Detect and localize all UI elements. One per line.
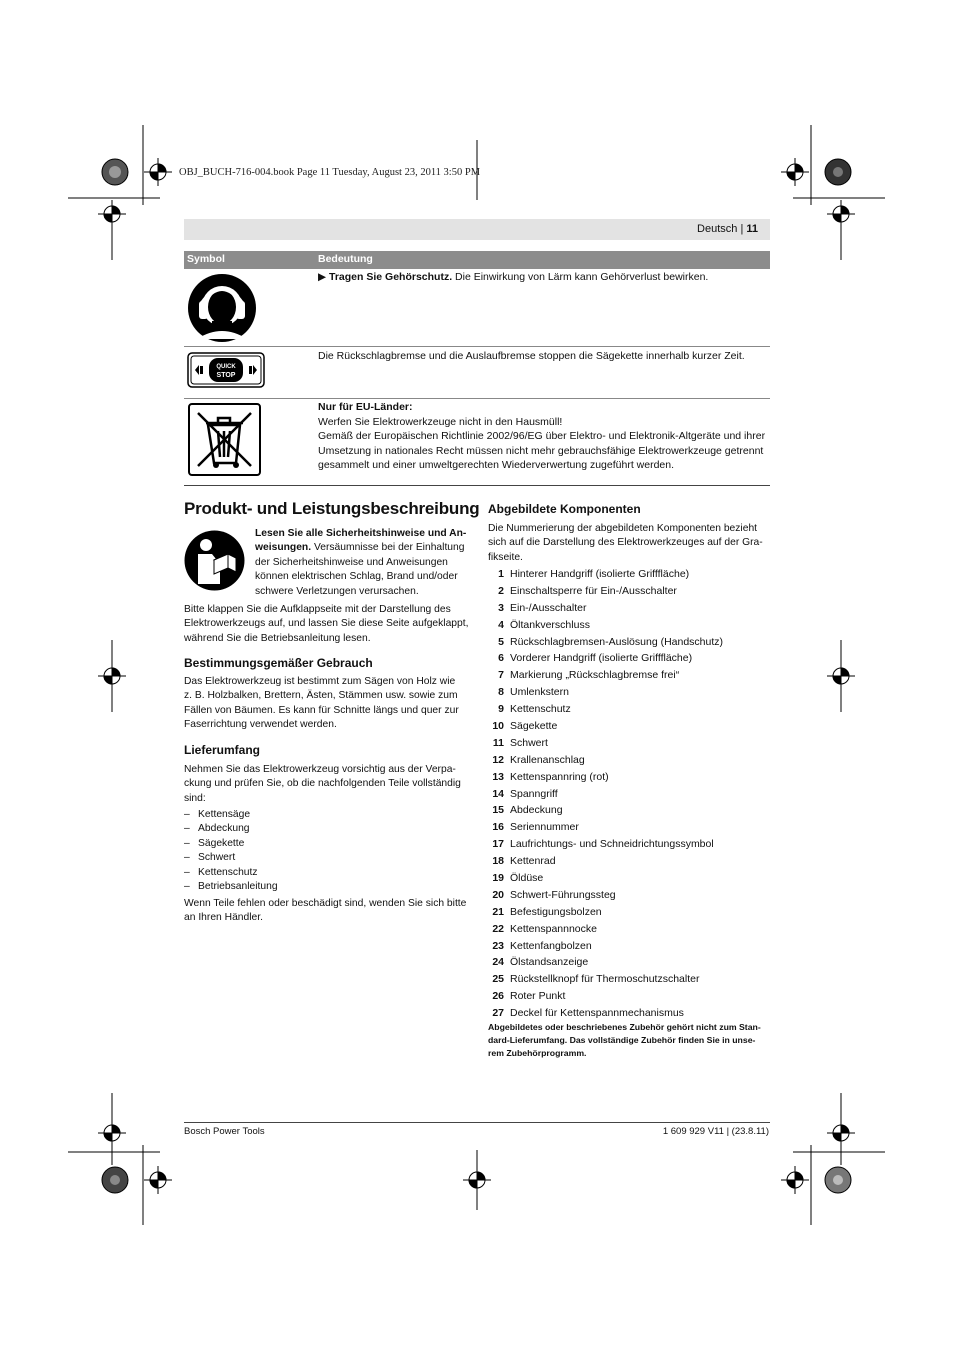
delivery-list [184,808,469,894]
intended-use-line: Faserrichtung verwendet werden. [184,719,337,731]
delivery-after-line: an Ihren Händler. [184,912,263,924]
component-label: Markierung „Rückschlagbremse frei“ [510,669,680,682]
component-item [488,904,778,921]
row-hearing-rest: Die Einwirkung von Lärm kann Gehörverlust bewirken. [452,271,709,283]
component-item [488,887,778,904]
component-label: Abdeckung [510,804,563,817]
component-label: Einschaltsperre für Ein-/Ausschalter [510,584,677,597]
component-label: Roter Punkt [510,990,566,1003]
component-item [488,988,778,1005]
component-item [488,617,778,634]
component-label: Krallenanschlag [510,753,585,766]
component-number: 16 [492,821,504,834]
delivery-intro-line: Nehmen Sie das Elektrowerkzeug vorsichtig aus der Verpa- [184,764,456,775]
list-item: – Sägekette [184,837,245,849]
delivery-after-line: Wenn Teile fehlen oder beschädigt sind, wenden Sie sich bitte [184,898,467,909]
print-slug: OBJ_BUCH-716-004.book Page 11 Tuesday, August 23, 2011 3:50 PM [179,167,481,178]
component-label: Rückstellknopf für Thermoschutzschalter [510,973,700,986]
component-number: 20 [492,888,504,901]
row-hearing-bold: Tragen Sie Gehörschutz. [329,271,453,283]
eu-line-4: gesammelt und einer umweltgerechten Wiederverwertung zugeführt werden. [318,459,675,471]
component-label: Deckel für Kettenspannmechanismus [510,1007,684,1020]
component-item [488,583,778,600]
delivery-intro-line: ckung und prüfen Sie, ob die nachfolgenden Teile vollständig [184,778,461,790]
component-number: 3 [498,601,504,614]
component-item [488,1005,778,1022]
component-number: 24 [492,956,504,969]
component-label: Kettenschutz [510,703,571,716]
read-notice-line-3: der Sicherheitshinweise und Anweisungen [255,556,448,568]
component-number: 11 [492,736,504,749]
read-notice [255,527,470,599]
components-list [488,566,778,1022]
component-label: Ölstandsanzeige [510,956,589,969]
component-item [488,769,778,786]
component-item [488,853,778,870]
stop-label: STOP [216,372,236,379]
header-language: Deutsch [697,223,738,235]
component-label: Schwert-Führungssteg [510,888,616,901]
list-item: – Abdeckung [184,823,250,835]
table-bottom-rule [184,485,770,486]
intended-use-line: Fällen von Bäumen. Es kann für Schnitte längs und quer zur [184,704,459,716]
component-number: 7 [498,669,504,682]
component-label: Ein-/Ausschalter [510,601,587,614]
component-item [488,938,778,955]
component-number: 23 [492,939,504,952]
fold-line-2: Elektrowerkzeugs auf, und lassen Sie diese Seite aufgeklappt, [184,618,469,630]
component-item [488,684,778,701]
component-label: Umlenkstern [510,686,569,699]
header-separator: | [740,223,744,235]
component-number: 19 [492,872,504,885]
component-number: 25 [492,973,504,986]
component-number: 18 [492,855,504,868]
component-number: 14 [492,787,504,800]
accessory-note-line: rem Zubehörprogramm. [488,1048,587,1058]
component-item [488,650,778,667]
component-item [488,954,778,971]
delivery-intro-line: sind: [184,792,206,804]
component-number: 10 [492,720,504,733]
component-item [488,735,778,752]
component-label: Schwert [510,736,548,749]
hearing-protection-icon [187,273,257,343]
component-item [488,667,778,684]
intended-use-paragraph [184,675,469,733]
read-notice-rest-2: Versäumnisse bei der Einhaltung [311,542,465,554]
header-text [697,223,758,235]
component-number: 15 [492,804,504,817]
component-label: Vorderer Handgriff (isolierte Grifffläche) [510,652,693,665]
component-item [488,701,778,718]
intended-use-line: z. B. Holzbalken, Brettern, Ästen, Stämmen usw. sowie zum [184,690,458,702]
component-number: 4 [498,618,504,631]
component-number: 9 [498,703,504,716]
component-item [488,819,778,836]
section-title: Produkt- und Leistungsbeschreibung [184,499,480,518]
bullet-arrow: ▶ [318,271,327,283]
component-number: 8 [498,686,504,699]
fold-paragraph [184,603,469,646]
component-item [488,870,778,887]
component-item [488,718,778,735]
component-number: 1 [498,568,504,580]
component-number: 12 [492,753,504,766]
footer-left: Bosch Power Tools [184,1126,265,1137]
component-number: 22 [492,922,504,935]
component-item [488,634,778,651]
component-number: 17 [492,838,504,851]
read-notice-line-4: können elektrischen Schlag, Brand und/oder [255,571,458,583]
components-heading: Abgebildete Komponenten [488,502,641,516]
component-label: Kettenfangbolzen [510,939,592,952]
component-label: Öltankverschluss [510,618,590,631]
components-intro [488,522,773,565]
accessory-note-line: Abgebildetes oder beschriebenes Zubehör gehört nicht zum Stan- [488,1022,761,1032]
component-item [488,752,778,769]
component-item [488,921,778,938]
component-number: 27 [492,1007,504,1020]
component-label: Laufrichtungs- und Schneidrichtungssymbol [510,838,714,851]
read-notice-line-5: schwere Verletzungen verursachen. [255,585,419,597]
component-number: 6 [498,652,504,665]
quick-label: QUICK [216,364,236,370]
eu-line-1: Werfen Sie Elektrowerkzeuge nicht in den Hausmüll! [318,415,563,428]
col-meaning: Bedeutung [318,253,373,265]
footer-rule [184,1122,770,1123]
component-number: 13 [492,770,504,783]
component-label: Sägekette [510,720,558,733]
quick-stop-icon [187,352,265,388]
read-notice-bold-1: Lesen Sie alle Sicherheitshinweise und An- [255,528,467,539]
component-item [488,802,778,819]
row-quickstop-text: Die Rückschlagbremse und die Auslaufbremse stoppen die Sägekette innerhalb kurzer Zeit. [318,350,745,362]
delivery-after [184,897,469,926]
footer-right: 1 609 929 V11 | (23.8.11) [662,1126,769,1137]
table-divider [184,346,770,347]
component-label: Hinterer Handgriff (isolierte Grifffläche) [510,568,690,580]
component-item [488,600,778,617]
component-label: Kettenspannring (rot) [510,770,609,783]
components-intro-line: Die Nummerierung der abgebildeten Komponenten bezieht [488,523,758,534]
component-number: 21 [492,905,504,918]
component-number: 5 [498,635,504,648]
component-item [488,566,778,583]
accessory-note-line: dard-Lieferumfang. Das vollständige Zubehör finden Sie in unse- [488,1035,756,1045]
read-manual-icon [184,530,245,591]
component-label: Kettenrad [510,855,556,868]
eu-heading: Nur für EU-Länder: [318,401,413,413]
row-hearing-text [318,270,770,285]
eu-line-3: Umsetzung in nationales Recht müssen nicht mehr gebrauchsfähige Elektrowerkzeuge getrennt [318,444,764,457]
components-intro-line: fikseite. [488,551,523,563]
list-item: – Kettenschutz [184,866,258,878]
intended-use-heading: Bestimmungsgemäßer Gebrauch [184,656,373,670]
delivery-intro [184,763,469,806]
component-label: Kettenspannnocke [510,922,597,935]
component-number: 2 [498,584,504,597]
accessory-note [488,1021,778,1060]
list-item: – Betriebsanleitung [184,881,278,893]
component-label: Spanngriff [510,787,558,800]
col-symbol: Symbol [187,253,225,265]
fold-line-1: Bitte klappen Sie die Aufklappseite mit der Darstellung des [184,604,451,615]
component-number: 26 [492,990,504,1003]
row-eu-text [318,400,770,473]
eu-line-2: Gemäß der Europäischen Richtlinie 2002/96/EG über Elektro- und Elektronik-Altgeräte und ihrer [318,430,766,442]
component-label: Rückschlagbremsen-Auslösung (Handschutz) [510,635,724,648]
table-divider [184,398,770,399]
crossed-bin-icon [188,403,261,476]
read-notice-bold-2: weisungen. [255,542,312,554]
component-label: Öldüse [510,872,544,885]
component-label: Befestigungsbolzen [510,905,602,918]
fold-line-3: während Sie die Betriebsanleitung lesen. [184,632,371,644]
component-item [488,836,778,853]
page-number: 11 [746,223,758,235]
intended-use-line: Das Elektrowerkzeug ist bestimmt zum Sägen von Holz wie [184,676,456,687]
delivery-heading: Lieferumfang [184,743,261,757]
component-label: Seriennummer [510,821,579,834]
component-item [488,971,778,988]
list-item: – Schwert [184,852,236,864]
list-item: – Kettensäge [184,809,251,820]
symbol-table-header [184,251,770,269]
component-item [488,786,778,803]
components-intro-line: sich auf die Darstellung des Elektrowerkzeuges auf der Gra- [488,537,763,549]
page-header [184,219,770,240]
